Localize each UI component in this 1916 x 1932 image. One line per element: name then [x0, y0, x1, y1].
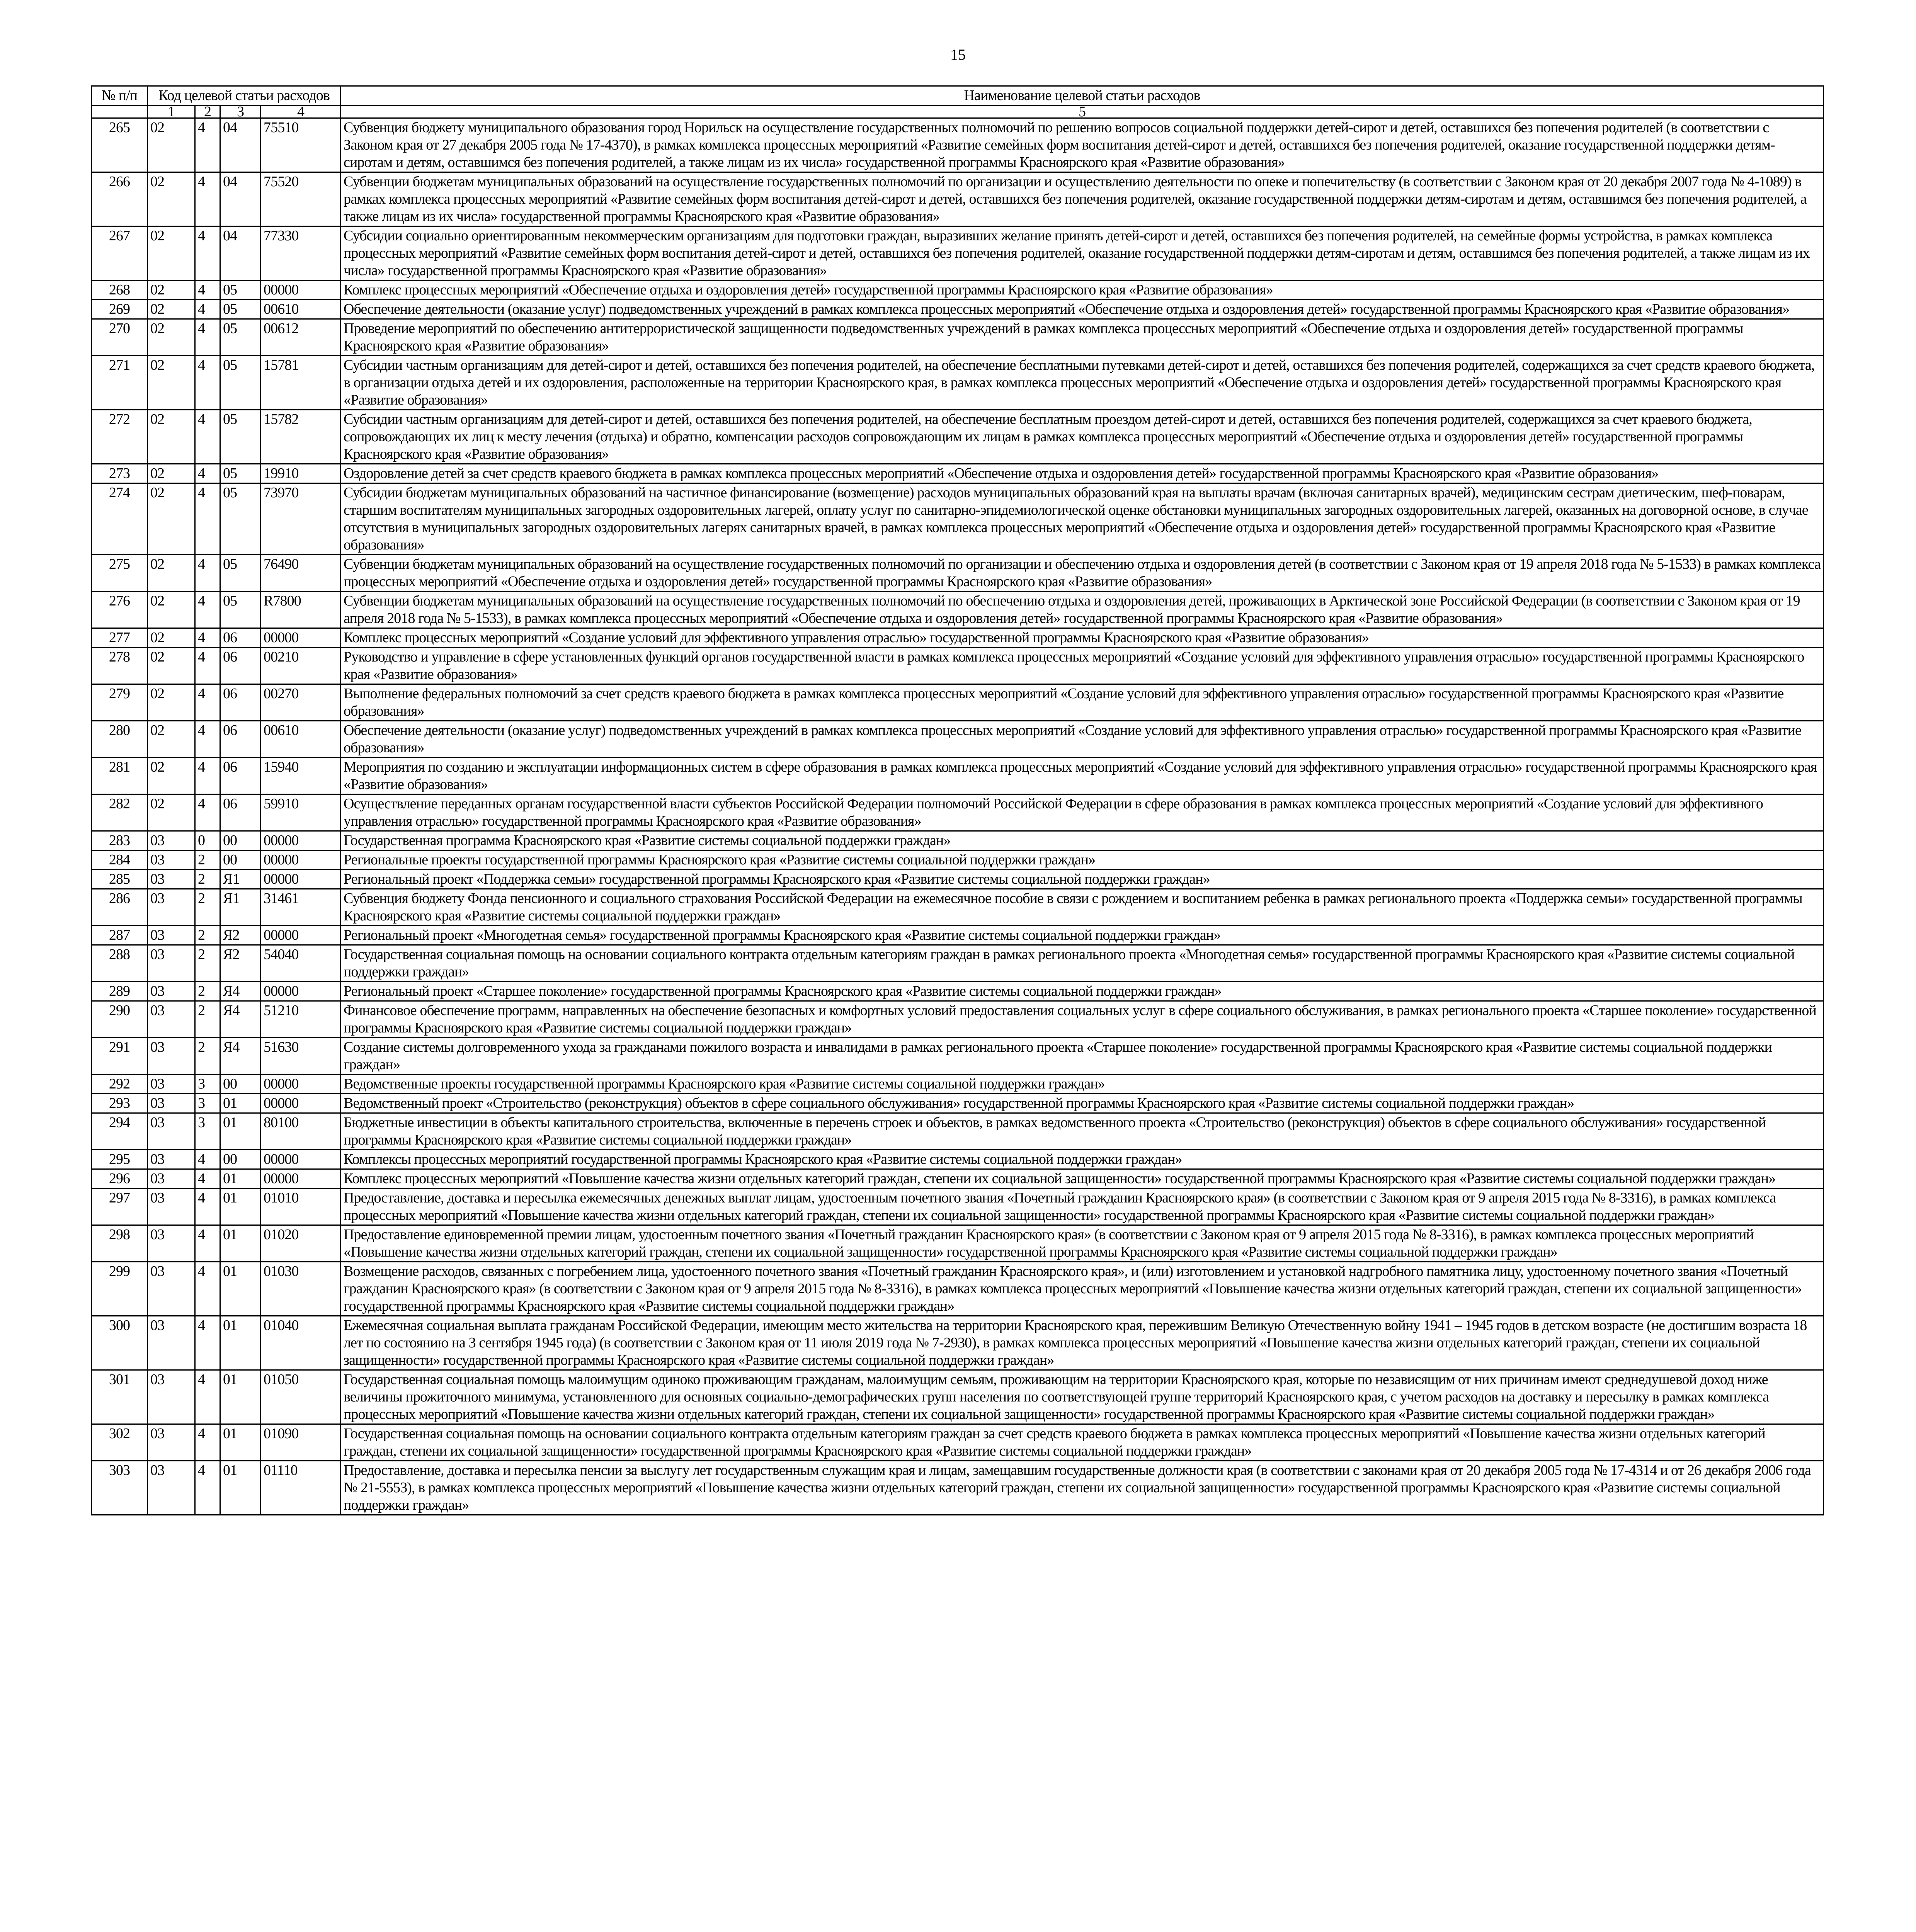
- row-name: Ведомственные проекты государственной программы Красноярского края «Развитие системы социальной поддержки граждан»: [341, 1075, 1824, 1094]
- code-type: 2: [195, 1001, 220, 1038]
- table-row: [92, 483, 1824, 555]
- code-program: 02: [148, 592, 195, 628]
- code-subprogram: 06: [220, 758, 261, 794]
- row-number: 265: [92, 118, 148, 172]
- code-type: 2: [195, 870, 220, 889]
- code-type: 4: [195, 410, 220, 464]
- code-type: 4: [195, 281, 220, 300]
- code-subprogram: 05: [220, 356, 261, 410]
- table-row: [92, 1038, 1824, 1075]
- code-type: 4: [195, 592, 220, 628]
- table-row: [92, 1113, 1824, 1150]
- code-type: 4: [195, 226, 220, 281]
- code-subprogram: 01: [220, 1169, 261, 1189]
- code-subprogram: 01: [220, 1316, 261, 1370]
- code-program: 02: [148, 684, 195, 721]
- code-type: 4: [195, 319, 220, 356]
- code-direction: 01040: [261, 1316, 341, 1370]
- code-type: 4: [195, 758, 220, 794]
- code-type: 4: [195, 1461, 220, 1515]
- table-row: [92, 1262, 1824, 1316]
- code-direction: R7800: [261, 592, 341, 628]
- code-subprogram: Я4: [220, 982, 261, 1001]
- code-program: 03: [148, 870, 195, 889]
- code-type: 3: [195, 1113, 220, 1150]
- row-number: 296: [92, 1169, 148, 1189]
- code-type: 4: [195, 1316, 220, 1370]
- row-name: Обеспечение деятельности (оказание услуг) подведомственных учреждений в рамках комплекса процессных мероприятий «Обеспечение отдыха и оздоровления детей» государственной программы Красноярского края «Развитие образования»: [341, 300, 1824, 319]
- code-type: 2: [195, 926, 220, 945]
- code-program: 02: [148, 118, 195, 172]
- table-row: [92, 831, 1824, 850]
- row-name: Комплекс процессных мероприятий «Повышение качества жизни отдельных категорий граждан, степени их социальной защищенности» государственной программы Красноярского края «Развитие системы социальной поддержки граждан»: [341, 1169, 1824, 1189]
- row-name: Государственная социальная помощь на основании социального контракта отдельным категориям граждан за счет средств краевого бюджета в рамках комплекса процессных мероприятий «Повышение качества жизни отдельных категорий граждан, степени их социальной защищенности» государственной программы Красноярского края «Развитие системы социальной поддержки граждан»: [341, 1424, 1824, 1461]
- code-subprogram: Я4: [220, 1001, 261, 1038]
- table-row: [92, 226, 1824, 281]
- code-type: 4: [195, 721, 220, 758]
- row-number: 272: [92, 410, 148, 464]
- row-number: 285: [92, 870, 148, 889]
- table-row: [92, 1461, 1824, 1515]
- code-subprogram: 06: [220, 628, 261, 648]
- code-program: 02: [148, 356, 195, 410]
- code-subprogram: 00: [220, 831, 261, 850]
- row-name: Обеспечение деятельности (оказание услуг) подведомственных учреждений в рамках комплекса процессных мероприятий «Создание условий для эффективного управления отраслью» государственной программы Красноярского края «Развитие образования»: [341, 721, 1824, 758]
- code-subprogram: 01: [220, 1189, 261, 1225]
- row-name: Осуществление переданных органам государственной власти субъектов Российской Федерации полномочий Российской Федерации в сфере образования в рамках комплекса процессных мероприятий «Создание условий для эффективного управления отраслью» государственной программы Красноярского края «Развитие образования»: [341, 794, 1824, 831]
- row-name: Субвенции бюджетам муниципальных образований на осуществление государственных полномочий по организации и осуществлению деятельности по опеке и попечительству (в соответствии с Законом края от 20 декабря 2007 года № 4-1089) в рамках комплекса процессных мероприятий «Развитие семейных форм воспитания детей-сирот и детей, оставшихся без попечения родителей, оказание государственной поддержки детям-сиротам и детям, оставшимся без попечения родителей, а также лицам из их числа» государственной программы Красноярского края «Развитие образования»: [341, 172, 1824, 226]
- code-subprogram: Я1: [220, 889, 261, 926]
- code-direction: 00000: [261, 1075, 341, 1094]
- row-number: 288: [92, 945, 148, 982]
- table-row: [92, 982, 1824, 1001]
- code-program: 02: [148, 483, 195, 555]
- code-subprogram: 01: [220, 1424, 261, 1461]
- code-program: 03: [148, 1189, 195, 1225]
- row-number: 281: [92, 758, 148, 794]
- code-direction: 00000: [261, 870, 341, 889]
- table-row: [92, 410, 1824, 464]
- col-num-4: 4: [261, 105, 341, 118]
- code-type: 2: [195, 889, 220, 926]
- code-direction: 01020: [261, 1225, 341, 1262]
- code-direction: 00000: [261, 982, 341, 1001]
- table-row: [92, 1001, 1824, 1038]
- code-direction: 00270: [261, 684, 341, 721]
- code-program: 02: [148, 721, 195, 758]
- code-program: 03: [148, 1150, 195, 1169]
- code-program: 02: [148, 172, 195, 226]
- row-number: 286: [92, 889, 148, 926]
- row-number: 267: [92, 226, 148, 281]
- code-program: 03: [148, 982, 195, 1001]
- code-program: 02: [148, 300, 195, 319]
- code-subprogram: 01: [220, 1461, 261, 1515]
- table-row: [92, 684, 1824, 721]
- code-direction: 00612: [261, 319, 341, 356]
- row-number: 291: [92, 1038, 148, 1075]
- row-name: Региональный проект «Поддержка семьи» государственной программы Красноярского края «Развитие системы социальной поддержки граждан»: [341, 870, 1824, 889]
- table-header-row: [92, 86, 1824, 105]
- code-program: 03: [148, 945, 195, 982]
- table-row: [92, 926, 1824, 945]
- table-row: [92, 1094, 1824, 1113]
- row-name: Субсидии частным организациям для детей-сирот и детей, оставшихся без попечения родителей, на обеспечение бесплатным проездом детей-сирот и детей, оставшихся без попечения родителей, содержащихся за счет краевого бюджета, сопровождающих их лиц к месту лечения (отдыха) и обратно, компенсации расходов сопровождающим их лицам в рамках комплекса процессных мероприятий «Обеспечение отдыха и оздоровления детей» государственной программы Красноярского края «Развитие образования»: [341, 410, 1824, 464]
- code-subprogram: 00: [220, 1150, 261, 1169]
- row-number: 273: [92, 464, 148, 483]
- code-subprogram: 01: [220, 1370, 261, 1424]
- code-subprogram: 01: [220, 1225, 261, 1262]
- code-direction: 15781: [261, 356, 341, 410]
- code-direction: 75510: [261, 118, 341, 172]
- table-body: [92, 118, 1824, 1515]
- row-number: 293: [92, 1094, 148, 1113]
- code-type: 4: [195, 1169, 220, 1189]
- code-direction: 77330: [261, 226, 341, 281]
- code-type: 4: [195, 1150, 220, 1169]
- row-number: 302: [92, 1424, 148, 1461]
- row-number: 299: [92, 1262, 148, 1316]
- row-name: Возмещение расходов, связанных с погребением лица, удостоенного почетного звания «Почетный гражданин Красноярского края», и (или) изготовлением и установкой надгробного памятника лицу, удостоенному почетного звания «Почетный гражданин Красноярского края» (в соответствии с Законом края от 9 апреля 2015 года № 8-3316), в рамках комплекса процессных мероприятий «Повышение качества жизни отдельных категорий граждан, степени их социальной защищенности» государственной программы Красноярского края «Развитие системы социальной поддержки граждан»: [341, 1262, 1824, 1316]
- table-row: [92, 721, 1824, 758]
- code-program: 03: [148, 1038, 195, 1075]
- code-direction: 01010: [261, 1189, 341, 1225]
- table-row: [92, 1075, 1824, 1094]
- code-direction: 00000: [261, 1150, 341, 1169]
- row-number: 284: [92, 850, 148, 870]
- row-number: 274: [92, 483, 148, 555]
- table-row: [92, 628, 1824, 648]
- code-type: 3: [195, 1094, 220, 1113]
- code-type: 4: [195, 648, 220, 684]
- header-number: № п/п: [92, 86, 148, 105]
- code-program: 03: [148, 1001, 195, 1038]
- code-direction: 54040: [261, 945, 341, 982]
- code-subprogram: 06: [220, 648, 261, 684]
- code-program: 03: [148, 1225, 195, 1262]
- code-type: 4: [195, 794, 220, 831]
- row-name: Комплекс процессных мероприятий «Обеспечение отдыха и оздоровления детей» государственной программы Красноярского края «Развитие образования»: [341, 281, 1824, 300]
- code-type: 2: [195, 945, 220, 982]
- code-program: 02: [148, 410, 195, 464]
- code-type: 2: [195, 1038, 220, 1075]
- code-direction: 80100: [261, 1113, 341, 1150]
- row-number: 275: [92, 555, 148, 592]
- row-name: Государственная социальная помощь на основании социального контракта отдельным категориям граждан в рамках регионального проекта «Многодетная семья» государственной программы Красноярского края «Развитие системы социальной поддержки граждан»: [341, 945, 1824, 982]
- code-subprogram: 05: [220, 483, 261, 555]
- code-subprogram: 05: [220, 464, 261, 483]
- code-subprogram: 05: [220, 319, 261, 356]
- row-name: Субвенция бюджету Фонда пенсионного и социального страхования Российской Федерации на ежемесячное пособие в связи с рождением и воспитанием ребенка в рамках регионального проекта «Поддержка семьи» государственной программы Красноярского края «Развитие системы социальной поддержки граждан»: [341, 889, 1824, 926]
- row-name: Региональный проект «Многодетная семья» государственной программы Красноярского края «Развитие системы социальной поддержки граждан»: [341, 926, 1824, 945]
- code-program: 03: [148, 850, 195, 870]
- row-name: Проведение мероприятий по обеспечению антитеррористической защищенности подведомственных учреждений в рамках комплекса процессных мероприятий «Обеспечение отдыха и оздоровления детей» государственной программы Красноярского края «Развитие образования»: [341, 319, 1824, 356]
- code-program: 03: [148, 1262, 195, 1316]
- code-type: 4: [195, 628, 220, 648]
- code-type: 3: [195, 1075, 220, 1094]
- table-row: [92, 319, 1824, 356]
- code-subprogram: Я1: [220, 870, 261, 889]
- code-type: 4: [195, 172, 220, 226]
- row-number: 279: [92, 684, 148, 721]
- row-number: 289: [92, 982, 148, 1001]
- header-name: Наименование целевой статьи расходов: [341, 86, 1824, 105]
- code-program: 03: [148, 1075, 195, 1094]
- code-direction: 00610: [261, 300, 341, 319]
- code-type: 4: [195, 1370, 220, 1424]
- code-program: 03: [148, 1370, 195, 1424]
- code-subprogram: Я2: [220, 945, 261, 982]
- code-program: 03: [148, 1113, 195, 1150]
- code-subprogram: 00: [220, 1075, 261, 1094]
- code-direction: 00000: [261, 1169, 341, 1189]
- code-program: 02: [148, 794, 195, 831]
- code-program: 03: [148, 1424, 195, 1461]
- code-direction: 15940: [261, 758, 341, 794]
- code-type: 2: [195, 982, 220, 1001]
- row-number: 295: [92, 1150, 148, 1169]
- code-type: 4: [195, 1424, 220, 1461]
- code-subprogram: 05: [220, 555, 261, 592]
- row-name: Государственная социальная помощь малоимущим одиноко проживающим гражданам, малоимущим семьям, проживающим на территории Красноярского края, которые по независящим от них причинам имеют среднедушевой доход ниже величины прожиточного минимума, установленного для основных социально-демографических групп населения по соответствующей группе территорий Красноярского края, с учетом расходов на доставку и пересылку в рамках комплекса процессных мероприятий «Повышение качества жизни отдельных категорий граждан, степени их социальной защищенности» государственной программы Красноярского края «Развитие системы социальной поддержки граждан»: [341, 1370, 1824, 1424]
- code-program: 03: [148, 831, 195, 850]
- table-row: [92, 300, 1824, 319]
- code-program: 03: [148, 1461, 195, 1515]
- row-name: Предоставление, доставка и пересылка ежемесячных денежных выплат лицам, удостоенным почетного звания «Почетный гражданин Красноярского края» (в соответствии с Законом края от 9 апреля 2015 года № 8-3316), в рамках комплекса процессных мероприятий «Повышение качества жизни отдельных категорий граждан, степени их социальной защищенности» государственной программы Красноярского края «Развитие системы социальной поддержки граждан»: [341, 1189, 1824, 1225]
- row-number: 301: [92, 1370, 148, 1424]
- code-direction: 00000: [261, 1094, 341, 1113]
- table-row: [92, 1316, 1824, 1370]
- row-name: Субсидии социально ориентированным некоммерческим организациям для подготовки граждан, выразивших желание принять детей-сирот и детей, оставшихся без попечения родителей, на семейные формы устройства, в рамках комплекса процессных мероприятий «Развитие семейных форм воспитания детей-сирот и детей, оставшихся без попечения родителей, оказание государственной поддержки детям-сиротам и детям, оставшимся без попечения родителей, а также лицам из их числа» государственной программы Красноярского края «Развитие образования»: [341, 226, 1824, 281]
- code-type: 4: [195, 300, 220, 319]
- row-name: Субсидии бюджетам муниципальных образований на частичное финансирование (возмещение) расходов муниципальных образований края на выплаты врачам (включая санитарных врачей), медицинским сестрам диетическим, шеф-поварам, старшим воспитателям муниципальных загородных оздоровительных лагерей, оплату услуг по санитарно-эпидемиологической оценке обстановки муниципальных загородных оздоровительных лагерей, оказанных на договорной основе, в случае отсутствия в муниципальных загородных оздоровительных лагерях санитарных врачей, в рамках комплекса процессных мероприятий «Обеспечение отдыха и оздоровления детей» государственной программы Красноярского края «Развитие образования»: [341, 483, 1824, 555]
- code-program: 02: [148, 226, 195, 281]
- code-direction: 00000: [261, 281, 341, 300]
- code-program: 02: [148, 758, 195, 794]
- row-number: 292: [92, 1075, 148, 1094]
- row-name: Субвенция бюджету муниципального образования город Норильск на осуществление государственных полномочий по решению вопросов социальной поддержки детей-сирот и детей, оставшихся без попечения родителей (в соответствии с Законом края от 27 декабря 2005 года № 17-4370), в рамках комплекса процессных мероприятий «Развитие семейных форм воспитания детей-сирот и детей, оставшихся без попечения родителей, оказание государственной поддержки детям-сиротам и детям, оставшимся без попечения родителей, а также лицам из их числа» государственной программы Красноярского края «Развитие образования»: [341, 118, 1824, 172]
- row-name: Региональный проект «Старшее поколение» государственной программы Красноярского края «Развитие системы социальной поддержки граждан»: [341, 982, 1824, 1001]
- row-number: 300: [92, 1316, 148, 1370]
- table-row: [92, 794, 1824, 831]
- code-direction: 01090: [261, 1424, 341, 1461]
- table-row: [92, 870, 1824, 889]
- row-number: 280: [92, 721, 148, 758]
- code-direction: 00210: [261, 648, 341, 684]
- table-row: [92, 1189, 1824, 1225]
- code-program: 02: [148, 648, 195, 684]
- row-name: Субвенции бюджетам муниципальных образований на осуществление государственных полномочий по обеспечению отдыха и оздоровления детей, проживающих в Арктической зоне Российской Федерации (в соответствии с Законом края от 19 апреля 2018 года № 5-1533), в рамках комплекса процессных мероприятий «Обеспечение отдыха и оздоровления детей» государственной программы Красноярского края «Развитие образования»: [341, 592, 1824, 628]
- row-name: Руководство и управление в сфере установленных функций органов государственной власти в рамках комплекса процессных мероприятий «Создание условий для эффективного управления отраслью» государственной программы Красноярского края «Развитие образования»: [341, 648, 1824, 684]
- code-program: 02: [148, 319, 195, 356]
- code-subprogram: 06: [220, 794, 261, 831]
- row-name: Мероприятия по созданию и эксплуатации информационных систем в сфере образования в рамках комплекса процессных мероприятий «Создание условий для эффективного управления отраслью» государственной программы Красноярского края «Развитие образования»: [341, 758, 1824, 794]
- code-direction: 00610: [261, 721, 341, 758]
- code-program: 02: [148, 281, 195, 300]
- code-direction: 00000: [261, 850, 341, 870]
- row-name: Выполнение федеральных полномочий за счет средств краевого бюджета в рамках комплекса процессных мероприятий «Создание условий для эффективного управления отраслью» государственной программы Красноярского края «Развитие образования»: [341, 684, 1824, 721]
- row-name: Создание системы долговременного ухода за гражданами пожилого возраста и инвалидами в рамках регионального проекта «Старшее поколение» государственной программы Красноярского края «Развитие системы социальной поддержки граждан»: [341, 1038, 1824, 1075]
- row-number: 270: [92, 319, 148, 356]
- row-name: Бюджетные инвестиции в объекты капитального строительства, включенные в перечень строек и объектов, в рамках ведомственного проекта «Строительство (реконструкция) объектов в сфере социального обслуживания» государственной программы Красноярского края «Развитие системы социальной поддержки граждан»: [341, 1113, 1824, 1150]
- row-name: Комплекс процессных мероприятий «Создание условий для эффективного управления отраслью» государственной программы Красноярского края «Развитие образования»: [341, 628, 1824, 648]
- code-subprogram: 04: [220, 226, 261, 281]
- code-direction: 00000: [261, 628, 341, 648]
- table-row: [92, 1150, 1824, 1169]
- code-direction: 73970: [261, 483, 341, 555]
- code-direction: 31461: [261, 889, 341, 926]
- code-type: 4: [195, 1262, 220, 1316]
- code-direction: 01030: [261, 1262, 341, 1316]
- code-type: 4: [195, 684, 220, 721]
- table-row: [92, 1370, 1824, 1424]
- row-name: Субвенции бюджетам муниципальных образований на осуществление государственных полномочий по организации и обеспечению отдыха и оздоровления детей (в соответствии с Законом края от 19 апреля 2018 года № 5-1533) в рамках комплекса процессных мероприятий «Обеспечение отдыха и оздоровления детей» государственной программы Красноярского края «Развитие образования»: [341, 555, 1824, 592]
- row-name: Государственная программа Красноярского края «Развитие системы социальной поддержки граждан»: [341, 831, 1824, 850]
- code-direction: 19910: [261, 464, 341, 483]
- code-subprogram: 06: [220, 721, 261, 758]
- row-name: Финансовое обеспечение программ, направленных на обеспечение безопасных и комфортных условий предоставления социальных услуг в сфере социального обслуживания, в рамках регионального проекта «Старшее поколение» государственной программы Красноярского края «Развитие системы социальной поддержки граждан»: [341, 1001, 1824, 1038]
- code-direction: 01110: [261, 1461, 341, 1515]
- code-subprogram: 00: [220, 850, 261, 870]
- row-number: 276: [92, 592, 148, 628]
- code-type: 4: [195, 1189, 220, 1225]
- table-row: [92, 281, 1824, 300]
- table-row: [92, 758, 1824, 794]
- code-subprogram: 05: [220, 592, 261, 628]
- code-program: 02: [148, 555, 195, 592]
- row-number: 290: [92, 1001, 148, 1038]
- code-direction: 15782: [261, 410, 341, 464]
- table-row: [92, 1169, 1824, 1189]
- code-direction: 00000: [261, 926, 341, 945]
- target-expense-table: [91, 85, 1824, 1515]
- col-num-3: 3: [220, 105, 261, 118]
- code-direction: 00000: [261, 831, 341, 850]
- code-direction: 01050: [261, 1370, 341, 1424]
- row-name: Ежемесячная социальная выплата гражданам Российской Федерации, имеющим место жительства на территории Красноярского края, пережившим Великую Отечественную войну 1941 – 1945 годов в детском возрасте (не достигшим возраста 18 лет по состоянию на 3 сентября 1945 года) (в соответствии с Законом края от 11 июля 2019 года № 7-2930), в рамках комплекса процессных мероприятий «Повышение качества жизни отдельных категорий граждан, степени их социальной защищенности» государственной программы Красноярского края «Развитие системы социальной поддержки граждан»: [341, 1316, 1824, 1370]
- row-number: 277: [92, 628, 148, 648]
- code-subprogram: 04: [220, 172, 261, 226]
- code-subprogram: 06: [220, 684, 261, 721]
- code-subprogram: Я4: [220, 1038, 261, 1075]
- code-direction: 59910: [261, 794, 341, 831]
- code-program: 03: [148, 1094, 195, 1113]
- row-number: 268: [92, 281, 148, 300]
- table-row: [92, 648, 1824, 684]
- code-program: 03: [148, 926, 195, 945]
- col-num-2: 2: [195, 105, 220, 118]
- code-direction: 76490: [261, 555, 341, 592]
- row-name: Ведомственный проект «Строительство (реконструкция) объектов в сфере социального обслуживания» государственной программы Красноярского края «Развитие системы социальной поддержки граждан»: [341, 1094, 1824, 1113]
- code-subprogram: 01: [220, 1113, 261, 1150]
- code-subprogram: Я2: [220, 926, 261, 945]
- table-row: [92, 118, 1824, 172]
- code-direction: 51210: [261, 1001, 341, 1038]
- code-direction: 51630: [261, 1038, 341, 1075]
- code-type: 4: [195, 555, 220, 592]
- row-name: Предоставление единовременной премии лицам, удостоенным почетного звания «Почетный гражданин Красноярского края» (в соответствии с Законом края от 9 апреля 2015 года № 8-3316), в рамках комплекса процессных мероприятий «Повышение качества жизни отдельных категорий граждан, степени их социальной защищенности» государственной программы Красноярского края «Развитие системы социальной поддержки граждан»: [341, 1225, 1824, 1262]
- code-subprogram: 05: [220, 410, 261, 464]
- table-row: [92, 464, 1824, 483]
- code-type: 4: [195, 464, 220, 483]
- code-program: 03: [148, 1316, 195, 1370]
- code-type: 4: [195, 118, 220, 172]
- row-name: Предоставление, доставка и пересылка пенсии за выслугу лет государственным служащим края и лицам, замещавшим государственные должности края (в соответствии с законами края от 20 декабря 2005 года № 17-4314 и от 26 декабря 2006 года № 21-5553), в рамках комплекса процессных мероприятий «Повышение качества жизни отдельных категорий граждан, степени их социальной защищенности» государственной программы Красноярского края «Развитие системы социальной поддержки граждан»: [341, 1461, 1824, 1515]
- table-row: [92, 1225, 1824, 1262]
- code-type: 2: [195, 850, 220, 870]
- code-type: 0: [195, 831, 220, 850]
- code-subprogram: 05: [220, 300, 261, 319]
- row-number: 283: [92, 831, 148, 850]
- col-num-1: 1: [148, 105, 195, 118]
- row-number: 271: [92, 356, 148, 410]
- row-name: Региональные проекты государственной программы Красноярского края «Развитие системы социальной поддержки граждан»: [341, 850, 1824, 870]
- table-row: [92, 172, 1824, 226]
- table-row: [92, 945, 1824, 982]
- page-number: 15: [950, 46, 966, 63]
- row-number: 278: [92, 648, 148, 684]
- row-number: 269: [92, 300, 148, 319]
- row-number: 282: [92, 794, 148, 831]
- table-row: [92, 850, 1824, 870]
- table-row: [92, 1424, 1824, 1461]
- code-subprogram: 01: [220, 1262, 261, 1316]
- header-code: Код целевой статьи расходов: [148, 86, 341, 105]
- row-number: 294: [92, 1113, 148, 1150]
- column-number-row: [92, 105, 1824, 118]
- table-row: [92, 356, 1824, 410]
- table-row: [92, 592, 1824, 628]
- table-row: [92, 555, 1824, 592]
- code-program: 03: [148, 889, 195, 926]
- code-subprogram: 01: [220, 1094, 261, 1113]
- row-name: Субсидии частным организациям для детей-сирот и детей, оставшихся без попечения родителей, на обеспечение бесплатными путевками детей-сирот и детей, оставшихся без попечения родителей, содержащихся за счет средств краевого бюджета, в организации отдыха детей и их оздоровления, расположенные на территории Красноярского края, в рамках комплекса процессных мероприятий «Обеспечение отдыха и оздоровления детей» государственной программы Красноярского края «Развитие образования»: [341, 356, 1824, 410]
- code-program: 02: [148, 464, 195, 483]
- code-program: 02: [148, 628, 195, 648]
- row-number: 266: [92, 172, 148, 226]
- row-name: Оздоровление детей за счет средств краевого бюджета в рамках комплекса процессных мероприятий «Обеспечение отдыха и оздоровления детей» государственной программы Красноярского края «Развитие образования»: [341, 464, 1824, 483]
- row-number: 298: [92, 1225, 148, 1262]
- code-subprogram: 05: [220, 281, 261, 300]
- table-row: [92, 889, 1824, 926]
- col-num-empty: [92, 105, 148, 118]
- code-type: 4: [195, 356, 220, 410]
- row-number: 303: [92, 1461, 148, 1515]
- row-number: 297: [92, 1189, 148, 1225]
- row-number: 287: [92, 926, 148, 945]
- col-num-5: 5: [341, 105, 1824, 118]
- code-subprogram: 04: [220, 118, 261, 172]
- code-program: 03: [148, 1169, 195, 1189]
- code-direction: 75520: [261, 172, 341, 226]
- code-type: 4: [195, 483, 220, 555]
- code-type: 4: [195, 1225, 220, 1262]
- row-name: Комплексы процессных мероприятий государственной программы Красноярского края «Развитие системы социальной поддержки граждан»: [341, 1150, 1824, 1169]
